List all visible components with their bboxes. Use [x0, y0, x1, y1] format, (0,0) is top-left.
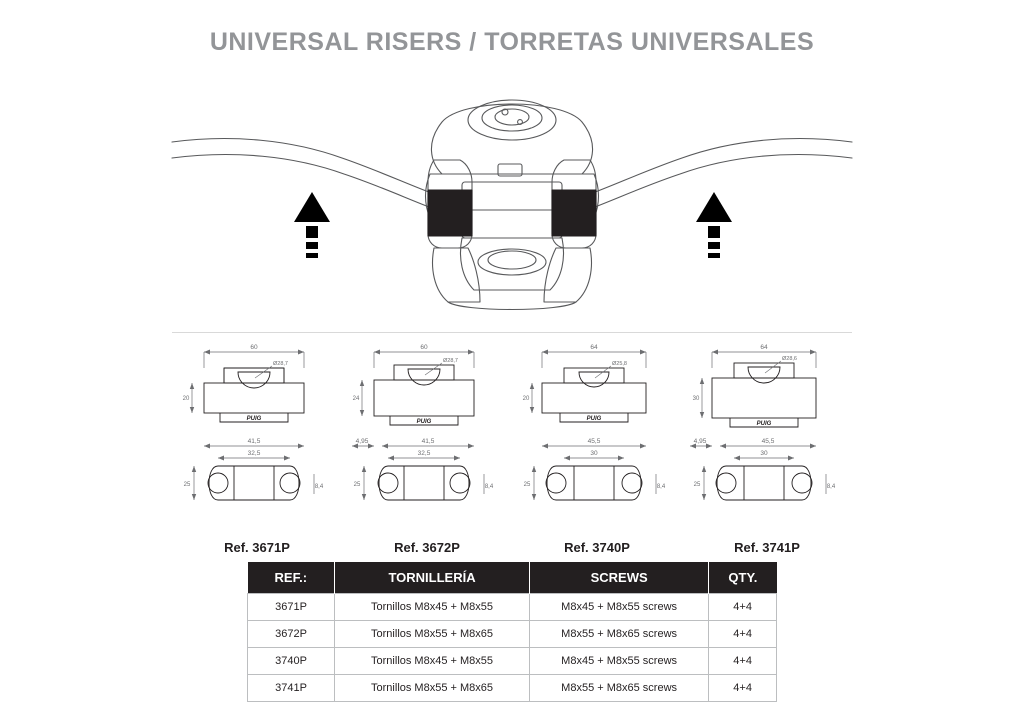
cell-ref: 3740P — [248, 648, 335, 675]
up-arrow-left — [294, 192, 330, 258]
puig-logo: PUIG — [416, 419, 432, 425]
cell-ref: 3671P — [248, 594, 335, 621]
col-header-ref: REF.: — [248, 562, 335, 594]
cell-qty: 4+4 — [709, 675, 777, 702]
dim-offset: 4,95 — [355, 438, 369, 445]
cell-qty: 4+4 — [709, 621, 777, 648]
cell-ref: 3672P — [248, 621, 335, 648]
cell-screws: M8x45 + M8x55 screws — [529, 594, 708, 621]
dim-diameter: Ø28,7 — [443, 358, 458, 364]
puig-logo: PUIG — [756, 421, 772, 427]
cell-tornilleria: Tornillos M8x55 + M8x65 — [335, 675, 530, 702]
dim-bottom-width: 41,5 — [247, 438, 261, 445]
screws-table — [247, 562, 777, 702]
dim-bottom-height: 25 — [183, 482, 191, 488]
dim-bottom-inner: 30 — [760, 450, 768, 457]
ref-label-3671P: Ref. 3671P — [224, 540, 290, 555]
drawing-3671P — [172, 338, 342, 548]
dim-thickness: 8,4 — [314, 484, 324, 490]
dim-diameter: Ø28,7 — [273, 361, 288, 367]
dim-bottom-height: 25 — [693, 482, 701, 488]
cell-tornilleria: Tornillos M8x45 + M8x55 — [335, 648, 530, 675]
ref-label-3740P: Ref. 3740P — [564, 540, 630, 555]
cell-tornilleria: Tornillos M8x45 + M8x55 — [335, 594, 530, 621]
dim-thickness: 8,4 — [826, 484, 836, 490]
puig-logo: PUIG — [246, 416, 262, 422]
cell-qty: 4+4 — [709, 594, 777, 621]
dim-bottom-width: 45,5 — [761, 438, 775, 445]
col-header-qty: QTY. — [709, 562, 777, 594]
dim-thickness: 8,4 — [656, 484, 666, 490]
cell-tornilleria: Tornillos M8x55 + M8x65 — [335, 621, 530, 648]
col-header-screws: SCREWS — [529, 562, 708, 594]
dim-height: 20 — [522, 396, 530, 402]
drawing-3741P — [682, 338, 852, 548]
handlebar-riser-illustration-svg — [162, 62, 862, 312]
dim-height: 24 — [352, 396, 360, 402]
dim-bottom-inner: 32,5 — [247, 450, 261, 457]
dim-top-width: 60 — [250, 344, 258, 351]
dim-diameter: Ø25,8 — [612, 361, 627, 367]
screws-table-wrapper — [247, 562, 777, 702]
cell-screws: M8x55 + M8x65 screws — [529, 621, 708, 648]
hero-illustration — [0, 62, 1024, 322]
technical-drawings — [172, 338, 852, 548]
dim-bottom-width: 45,5 — [587, 438, 601, 445]
dim-bottom-inner: 32,5 — [417, 450, 431, 457]
dim-height: 30 — [692, 396, 700, 402]
drawing-3672P — [342, 338, 512, 548]
dim-top-width: 64 — [760, 344, 768, 351]
reference-labels — [172, 540, 852, 562]
puig-logo: PUIG — [586, 416, 602, 422]
dim-bottom-height: 25 — [523, 482, 531, 488]
dim-height: 20 — [182, 396, 190, 402]
table-row — [248, 594, 777, 621]
up-arrow-right — [696, 192, 732, 258]
dim-bottom-inner: 30 — [590, 450, 598, 457]
cell-screws: M8x55 + M8x65 screws — [529, 675, 708, 702]
dim-top-width: 60 — [420, 344, 428, 351]
cell-screws: M8x45 + M8x55 screws — [529, 648, 708, 675]
section-divider — [172, 332, 852, 333]
dim-diameter: Ø28,6 — [782, 356, 797, 362]
table-header-row — [248, 562, 777, 594]
dim-thickness: 8,4 — [484, 484, 494, 490]
page-title: UNIVERSAL RISERS / TORRETAS UNIVERSALES — [209, 28, 815, 56]
dim-top-width: 64 — [590, 344, 598, 351]
table-row — [248, 648, 777, 675]
dim-bottom-width: 41,5 — [421, 438, 435, 445]
col-header-tornilleria: TORNILLERÍA — [335, 562, 530, 594]
table-row — [248, 621, 777, 648]
cell-qty: 4+4 — [709, 648, 777, 675]
dim-bottom-height: 25 — [353, 482, 361, 488]
table-row — [248, 675, 777, 702]
drawing-3740P — [512, 338, 682, 548]
ref-label-3672P: Ref. 3672P — [394, 540, 460, 555]
dim-offset: 4,95 — [693, 438, 707, 445]
cell-ref: 3741P — [248, 675, 335, 702]
ref-label-3741P: Ref. 3741P — [734, 540, 800, 555]
